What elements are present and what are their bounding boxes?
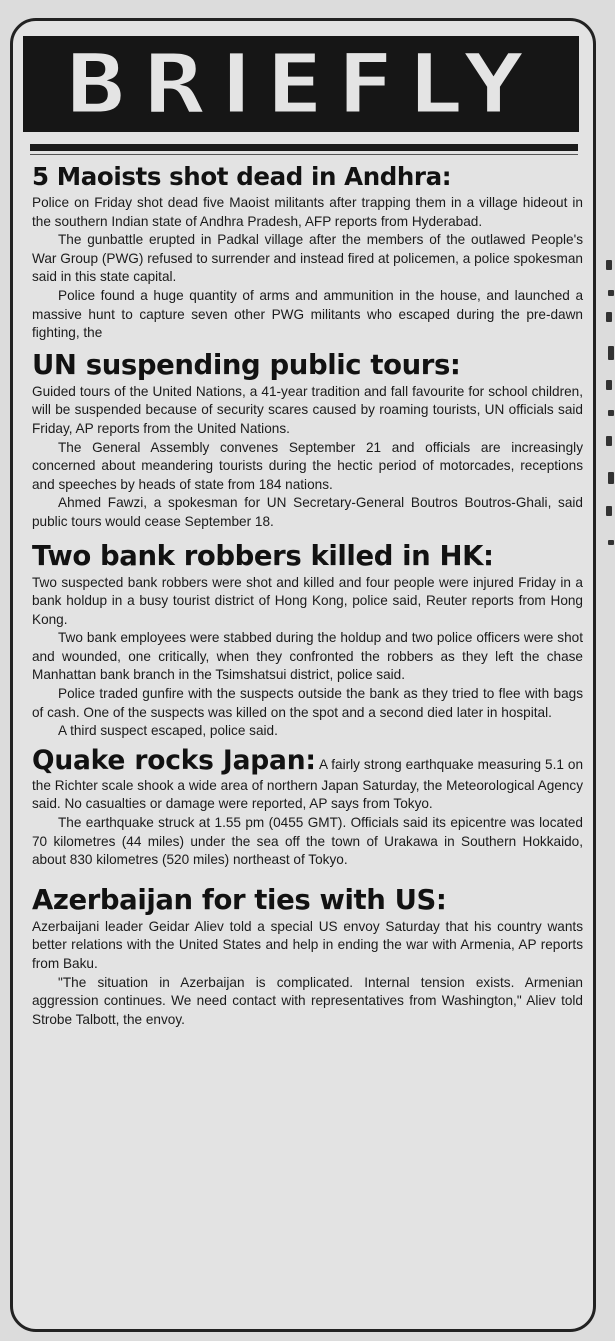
article-hk-robbers xyxy=(32,538,583,741)
paragraph: The General Assembly convenes September 21 and officials are increasingly concerned about meandering tourists during the hectic period of motorcades, receptions and speeches by heads of state from 184 nations. xyxy=(32,439,583,492)
headline: Two bank robbers killed in HK: xyxy=(32,539,494,572)
paragraph: Police on Friday shot dead five Maoist militants after trapping them in a village hideout in the southern Indian state of Andhra Pradesh, AFP reports from Hyderabad. xyxy=(32,195,583,229)
paragraph: Azerbaijani leader Geidar Aliev told a special US envoy Saturday that his country wants better relations with the United States and help in ending the war with Armenia, AP reports from Baku. xyxy=(32,918,583,971)
paragraph: The earthquake struck at 1.55 pm (0455 GMT). Officials said its epicentre was located 70 kilometres (44 miles) under the sea off the town of Urakawa in Southern Hokkaido, about 830 kilometres (520 miles) northeast of Tokyo. xyxy=(32,815,583,868)
masthead-rule xyxy=(30,144,578,151)
article-azerbaijan xyxy=(32,882,583,1030)
adjacent-column-edge xyxy=(600,250,615,570)
masthead-rule-thin xyxy=(30,154,578,155)
paragraph: "The situation in Azerbaijan is complicated. Internal tension exists. Armenian aggression continues. We need contact with representatives from Washington," Aliev told Strobe Talbott, the envoy. xyxy=(32,974,583,1027)
lead-text: A fairly strong earthquake measuring 5.1 on the Richter scale shook a wide area of northern Japan Saturday, the Meteorological Agency said. No casualties or damage were reported, AP says from Tokyo. xyxy=(32,756,583,812)
lead-paragraph xyxy=(32,745,583,814)
headline: 5 Maoists shot dead in Andhra: xyxy=(32,162,452,191)
article-quake-japan xyxy=(32,745,583,870)
paragraph: Two bank employees were stabbed during the holdup and two police officers were shot and wounded, one critically, when they confronted the robbers as they left the chase Manhattan bank branch in the Tsimshatsui district, police said. xyxy=(32,630,583,683)
paragraph: Police found a huge quantity of arms and ammunition in the house, and launched a massive hunt to capture seven other PWG militants who escaped during the pre-dawn fighting, the xyxy=(32,287,583,341)
paragraph: A third suspect escaped, police said. xyxy=(58,723,278,739)
article-un-tours xyxy=(32,347,583,532)
paragraph: The gunbattle erupted in Padkal village after the members of the outlawed People's War Group (PWG) refused to surrender and instead fired at policemen, a police spokesman said in this state capital. xyxy=(32,232,583,285)
paragraph: Ahmed Fawzi, a spokesman for UN Secretary-General Boutros Boutros-Ghali, said public tours would cease September 18. xyxy=(32,495,583,529)
paragraph: Police traded gunfire with the suspects outside the bank as they tried to flee with bags of cash. One of the suspects was killed on the spot and a second died later in hospital. xyxy=(32,686,583,720)
headline: Quake rocks Japan: xyxy=(32,744,316,776)
articles-column xyxy=(32,160,583,1029)
masthead-title: BRIEFLY xyxy=(64,35,538,133)
headline: Azerbaijan for ties with US: xyxy=(32,883,447,916)
headline: UN suspending public tours: xyxy=(32,348,461,381)
masthead-banner xyxy=(23,36,579,132)
paragraph: Two suspected bank robbers were shot and killed and four people were injured Friday in a bank holdup in a busy tourist district of Hong Kong, police said, Reuter reports from Hong Kong. xyxy=(32,574,583,627)
article-maoists xyxy=(32,160,583,343)
paragraph: Guided tours of the United Nations, a 41-year tradition and fall favourite for school children, will be suspended because of security scares caused by roaming tourists, UN officials said Friday, AP reports from the United Nations. xyxy=(32,383,583,436)
